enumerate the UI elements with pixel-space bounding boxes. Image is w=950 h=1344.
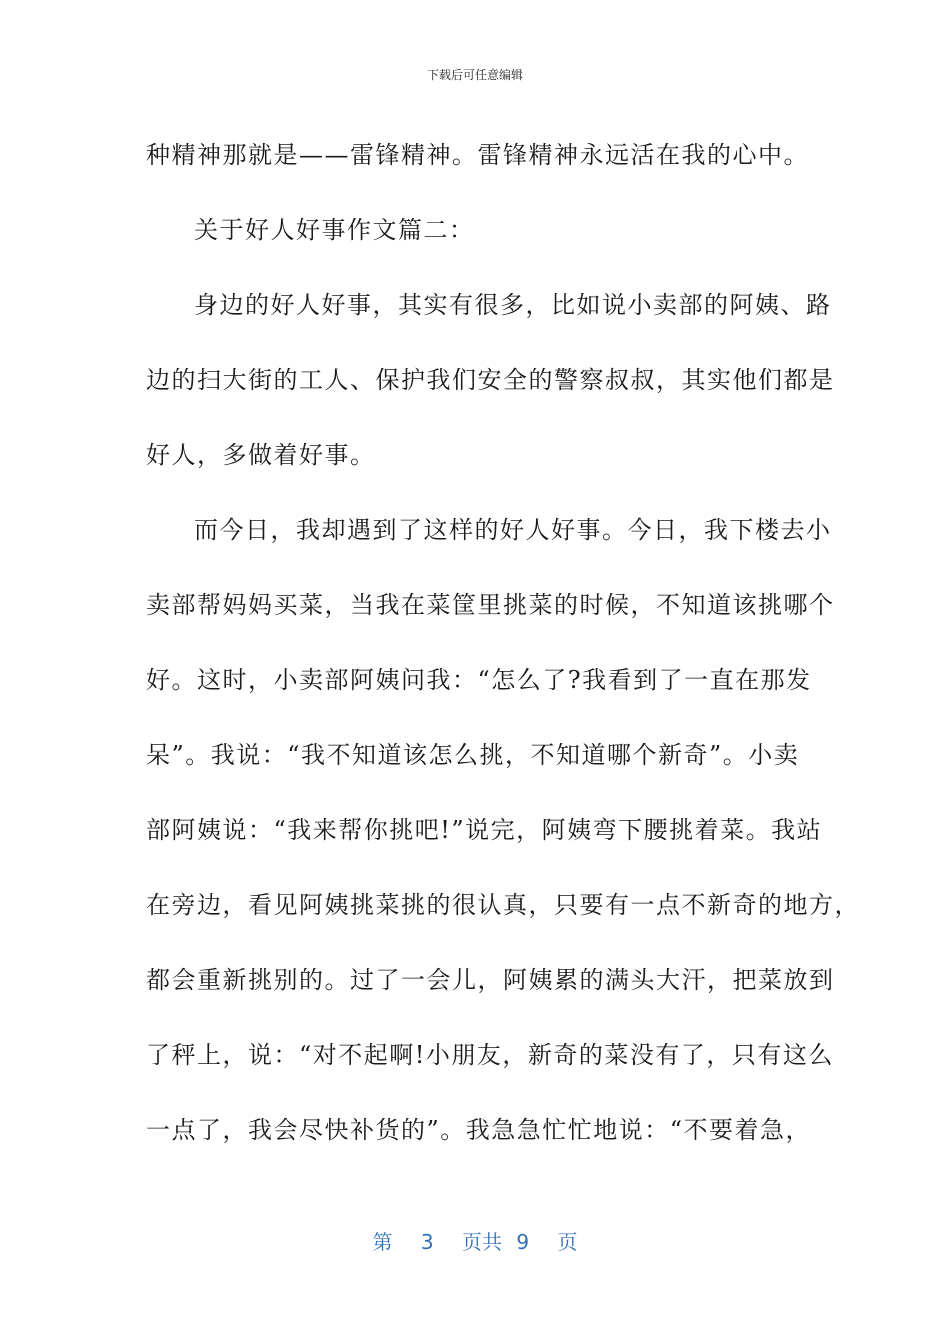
text-line: 在旁边，看见阿姨挑菜挑的很认真，只要有一点不新奇的地方， xyxy=(146,891,860,919)
text-line: 呆”。我说：“我不知道该怎么挑，不知道哪个新奇”。小卖 xyxy=(146,741,800,769)
text-line: 边的扫大街的工人、保护我们安全的警察叔叔，其实他们都是 xyxy=(146,366,835,394)
text-line: 一点了，我会尽快补货的”。我急急忙忙地说：“不要着急， xyxy=(146,1116,812,1144)
text-line: 部阿姨说：“我来帮你挑吧!”说完，阿姨弯下腰挑着菜。我站 xyxy=(146,816,823,844)
text-line: 了秤上，说：“对不起啊!小朋友，新奇的菜没有了，只有这么 xyxy=(146,1041,834,1069)
text-line: 而今日，我却遇到了这样的好人好事。今日，我下楼去小 xyxy=(194,516,832,544)
document-body xyxy=(146,118,860,1168)
page-header: 下载后可任意编辑 xyxy=(426,68,523,82)
text-line: 卖部帮妈妈买菜，当我在菜筐里挑菜的时候，不知道该挑哪个 xyxy=(146,591,835,619)
current-page-number: 3 xyxy=(420,1230,434,1254)
text-line: 身边的好人好事，其实有很多，比如说小卖部的阿姨、路 xyxy=(194,291,832,319)
page-footer xyxy=(0,1226,950,1255)
footer-end-label: 页 xyxy=(557,1230,578,1254)
footer-total-label: 页共 xyxy=(462,1230,502,1254)
text-line: 都会重新挑别的。过了一会儿，阿姨累的满头大汗，把菜放到 xyxy=(146,966,835,994)
text-line: 好人，多做着好事。 xyxy=(146,441,376,469)
text-line: 种精神那就是——雷锋精神。雷锋精神永远活在我的心中。 xyxy=(146,141,809,169)
section-heading: 关于好人好事作文篇二： xyxy=(194,216,475,244)
footer-page-label: 第 xyxy=(372,1230,393,1254)
text-line: 好。这时，小卖部阿姨问我：“怎么了?我看到了一直在那发 xyxy=(146,666,812,694)
total-pages-number: 9 xyxy=(516,1230,530,1254)
